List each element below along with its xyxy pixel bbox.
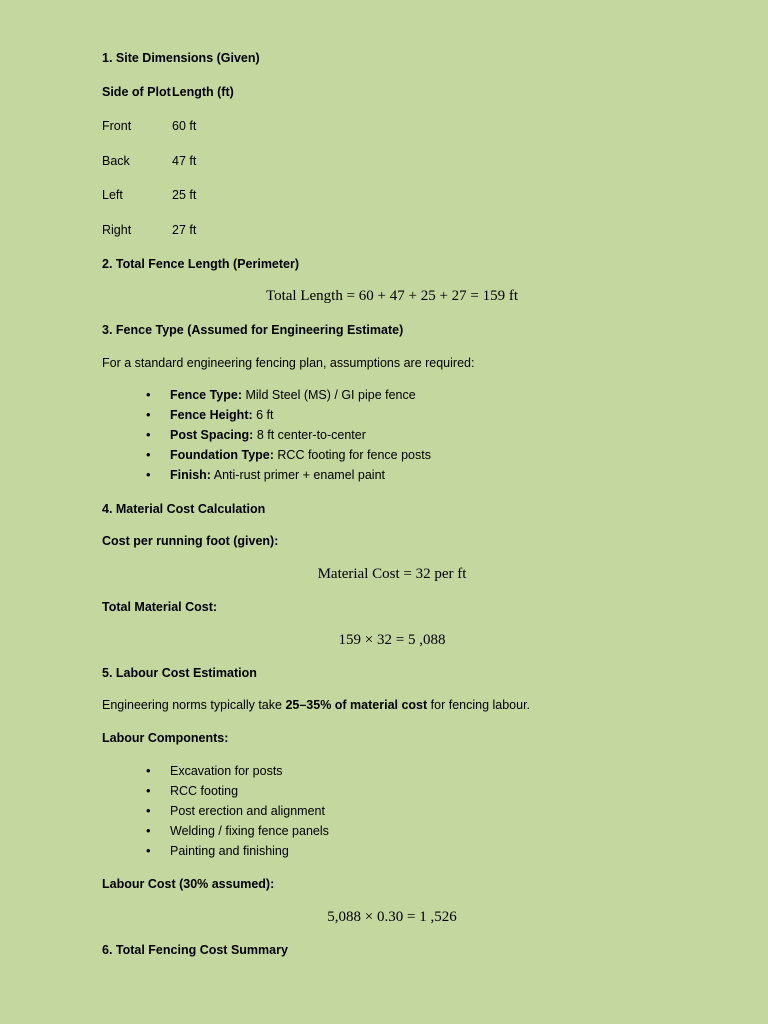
item-text: Post erection and alignment (170, 804, 325, 818)
item-text: RCC footing (170, 784, 239, 798)
labour-components-label: Labour Components: (102, 731, 229, 745)
item-value: Anti-rust primer + enamel paint (210, 468, 386, 482)
table-row (102, 153, 402, 169)
item-value: RCC footing for fence posts (273, 448, 431, 462)
table-row (102, 222, 402, 238)
table-cell-side: Left (102, 188, 123, 202)
material-cost-formula: Material Cost = 32 per ft (317, 566, 467, 582)
item-text: Welding / fixing fence panels (170, 824, 329, 838)
table-row (102, 118, 402, 134)
bullet-icon: • (146, 803, 151, 818)
total-material-formula: 159 × 32 = 5 ,088 (338, 632, 446, 648)
total-material-cost-label: Total Material Cost: (102, 600, 218, 614)
table-cell-side: Back (102, 154, 130, 168)
item-label: Foundation Type: (170, 448, 274, 462)
section-5-heading: 5. Labour Cost Estimation (102, 666, 257, 680)
table-header-length: Length (ft) (172, 85, 234, 99)
labour-norms-pre: Engineering norms typically take (102, 698, 286, 712)
item-text: Excavation for posts (170, 764, 283, 778)
section-4-heading: 4. Material Cost Calculation (102, 502, 266, 516)
bullet-icon: • (146, 843, 151, 858)
table-cell-length: 27 ft (172, 223, 197, 237)
bullet-icon: • (146, 427, 151, 442)
section-1-heading: 1. Site Dimensions (Given) (102, 51, 260, 65)
item-label: Finish: (170, 468, 211, 482)
labour-cost-label: Labour Cost (30% assumed): (102, 877, 275, 891)
item-value: 8 ft center-to-center (253, 428, 366, 442)
section-3-intro: For a standard engineering fencing plan, assumptions are required: (102, 356, 475, 370)
table-cell-length: 60 ft (172, 119, 197, 133)
item-label: Fence Height: (170, 408, 253, 422)
perimeter-formula: Total Length = 60 + 47 + 25 + 27 = 159 ft (265, 288, 519, 304)
labour-norms-text (102, 697, 530, 713)
table-cell-length: 47 ft (172, 154, 197, 168)
bullet-icon: • (146, 387, 151, 402)
section-6-heading: 6. Total Fencing Cost Summary (102, 943, 288, 957)
cost-per-foot-label: Cost per running foot (given): (102, 534, 279, 548)
item-text: Painting and finishing (170, 844, 289, 858)
dimensions-table-header (102, 84, 402, 100)
table-cell-side: Front (102, 119, 132, 133)
bullet-icon: • (146, 407, 151, 422)
item-value: Mild Steel (MS) / GI pipe fence (242, 388, 416, 402)
item-value: 6 ft (252, 408, 274, 422)
table-cell-length: 25 ft (172, 188, 197, 202)
bullet-icon: • (146, 447, 151, 462)
bullet-icon: • (146, 467, 151, 482)
bullet-icon: • (146, 763, 151, 778)
table-cell-side: Right (102, 223, 132, 237)
labour-cost-formula: 5,088 × 0.30 = 1 ,526 (327, 909, 457, 925)
bullet-icon: • (146, 783, 151, 798)
bullet-icon: • (146, 823, 151, 838)
section-3-heading: 3. Fence Type (Assumed for Engineering Estimate) (102, 323, 404, 337)
labour-norms-post: for fencing labour. (427, 698, 531, 712)
section-2-heading: 2. Total Fence Length (Perimeter) (102, 257, 300, 271)
table-header-side: Side of Plot (102, 85, 171, 99)
labour-norms-bold: 25–35% of material cost (285, 698, 428, 712)
item-label: Post Spacing: (170, 428, 254, 442)
table-row (102, 187, 402, 203)
item-label: Fence Type: (170, 388, 243, 402)
